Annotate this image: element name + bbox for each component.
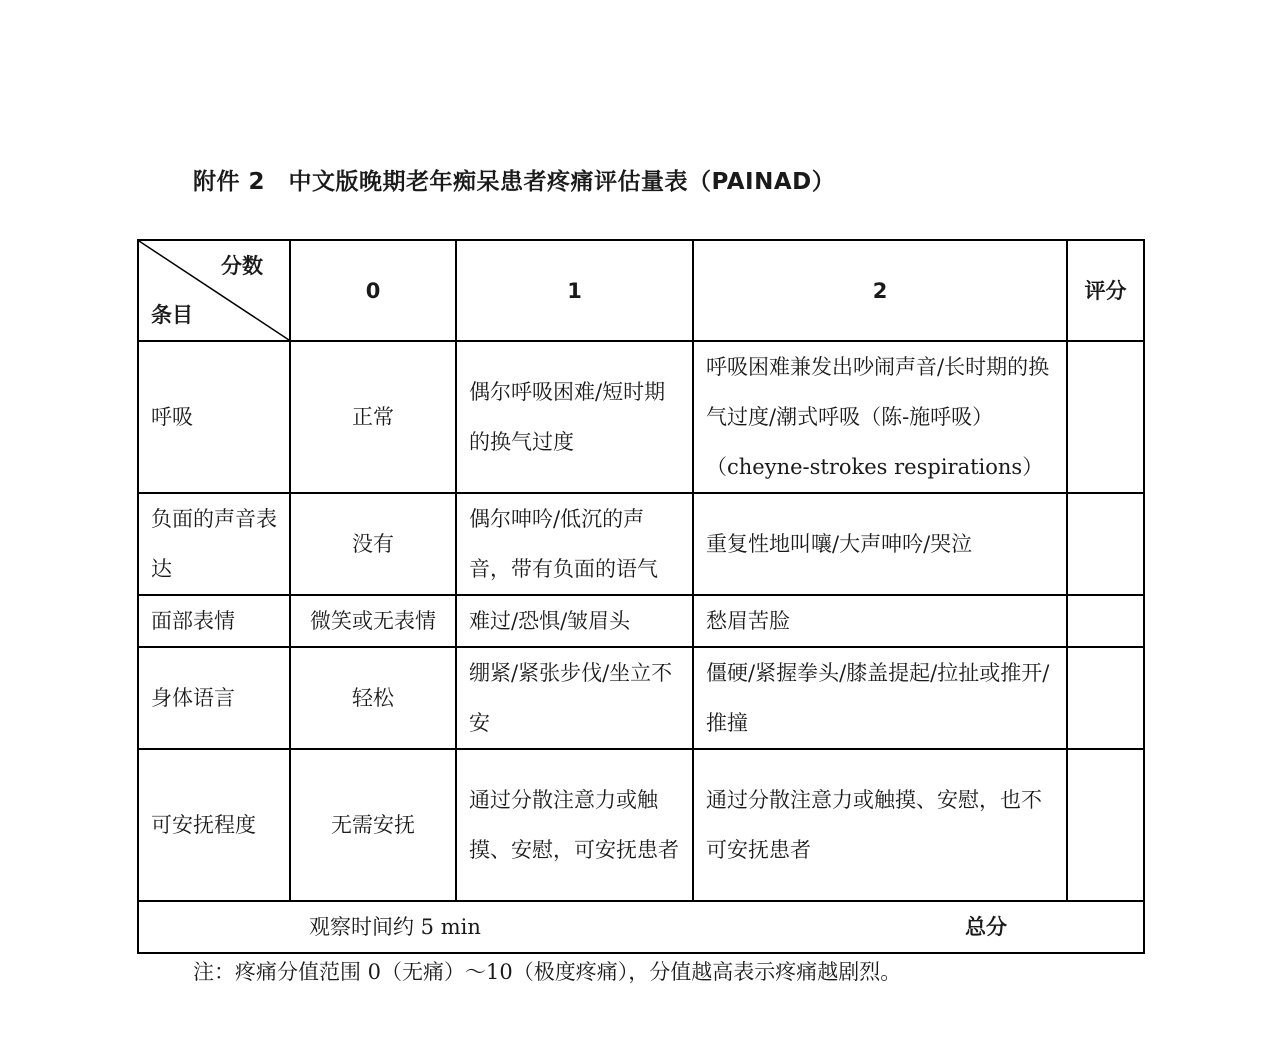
footer-cell (138, 901, 1144, 953)
rating-cell (1067, 493, 1144, 595)
header-col-score: 评分 (1067, 240, 1144, 341)
score-1-cell: 偶尔呼吸困难/短时期的换气过度 (456, 341, 693, 493)
rating-cell (1067, 749, 1144, 901)
footnote: 注：疼痛分值范围 0（无痛）～10（极度疼痛），分值越高表示疼痛越剧烈。 (193, 960, 902, 984)
table-row (138, 749, 1144, 901)
table-row (138, 595, 1144, 647)
score-0-cell: 微笑或无表情 (290, 595, 456, 647)
item-cell: 面部表情 (138, 595, 290, 647)
score-2-cell: 呼吸困难兼发出吵闹声音/长时期的换气过度/潮式呼吸（陈-施呼吸）（cheyne-strokes respirations） (693, 341, 1067, 493)
score-2-cell: 僵硬/紧握拳头/膝盖提起/拉扯或推开/推撞 (693, 647, 1067, 749)
score-0-cell: 无需安抚 (290, 749, 456, 901)
score-1-cell: 偶尔呻吟/低沉的声音，带有负面的语气 (456, 493, 693, 595)
corner-label-item: 条目 (151, 303, 193, 327)
item-cell: 呼吸 (138, 341, 290, 493)
header-row (138, 240, 1144, 341)
score-0-cell: 正常 (290, 341, 456, 493)
rating-cell (1067, 595, 1144, 647)
score-1-cell: 绷紧/紧张步伐/坐立不安 (456, 647, 693, 749)
score-2-cell: 愁眉苦脸 (693, 595, 1067, 647)
painad-table (137, 239, 1145, 954)
rating-cell (1067, 341, 1144, 493)
score-1-cell: 通过分散注意力或触摸、安慰，可安抚患者 (456, 749, 693, 901)
item-cell: 可安抚程度 (138, 749, 290, 901)
document-title: 附件 2 中文版晚期老年痴呆患者疼痛评估量表（PAINAD） (193, 169, 836, 195)
total-score-label: 总分 (965, 915, 1007, 939)
score-0-cell: 没有 (290, 493, 456, 595)
table-row (138, 493, 1144, 595)
score-1-cell: 难过/恐惧/皱眉头 (456, 595, 693, 647)
score-2-cell: 通过分散注意力或触摸、安慰，也不可安抚患者 (693, 749, 1067, 901)
header-col-1: 1 (456, 240, 693, 341)
score-0-cell: 轻松 (290, 647, 456, 749)
footer-row (138, 901, 1144, 953)
observation-time: 观察时间约 5 min (309, 915, 481, 939)
header-col-2: 2 (693, 240, 1067, 341)
score-2-cell: 重复性地叫嚷/大声呻吟/哭泣 (693, 493, 1067, 595)
rating-cell (1067, 647, 1144, 749)
corner-label-score: 分数 (221, 254, 263, 278)
table-row (138, 647, 1144, 749)
item-cell: 负面的声音表达 (138, 493, 290, 595)
item-cell: 身体语言 (138, 647, 290, 749)
corner-header-cell (138, 240, 290, 341)
table-row (138, 341, 1144, 493)
header-col-0: 0 (290, 240, 456, 341)
